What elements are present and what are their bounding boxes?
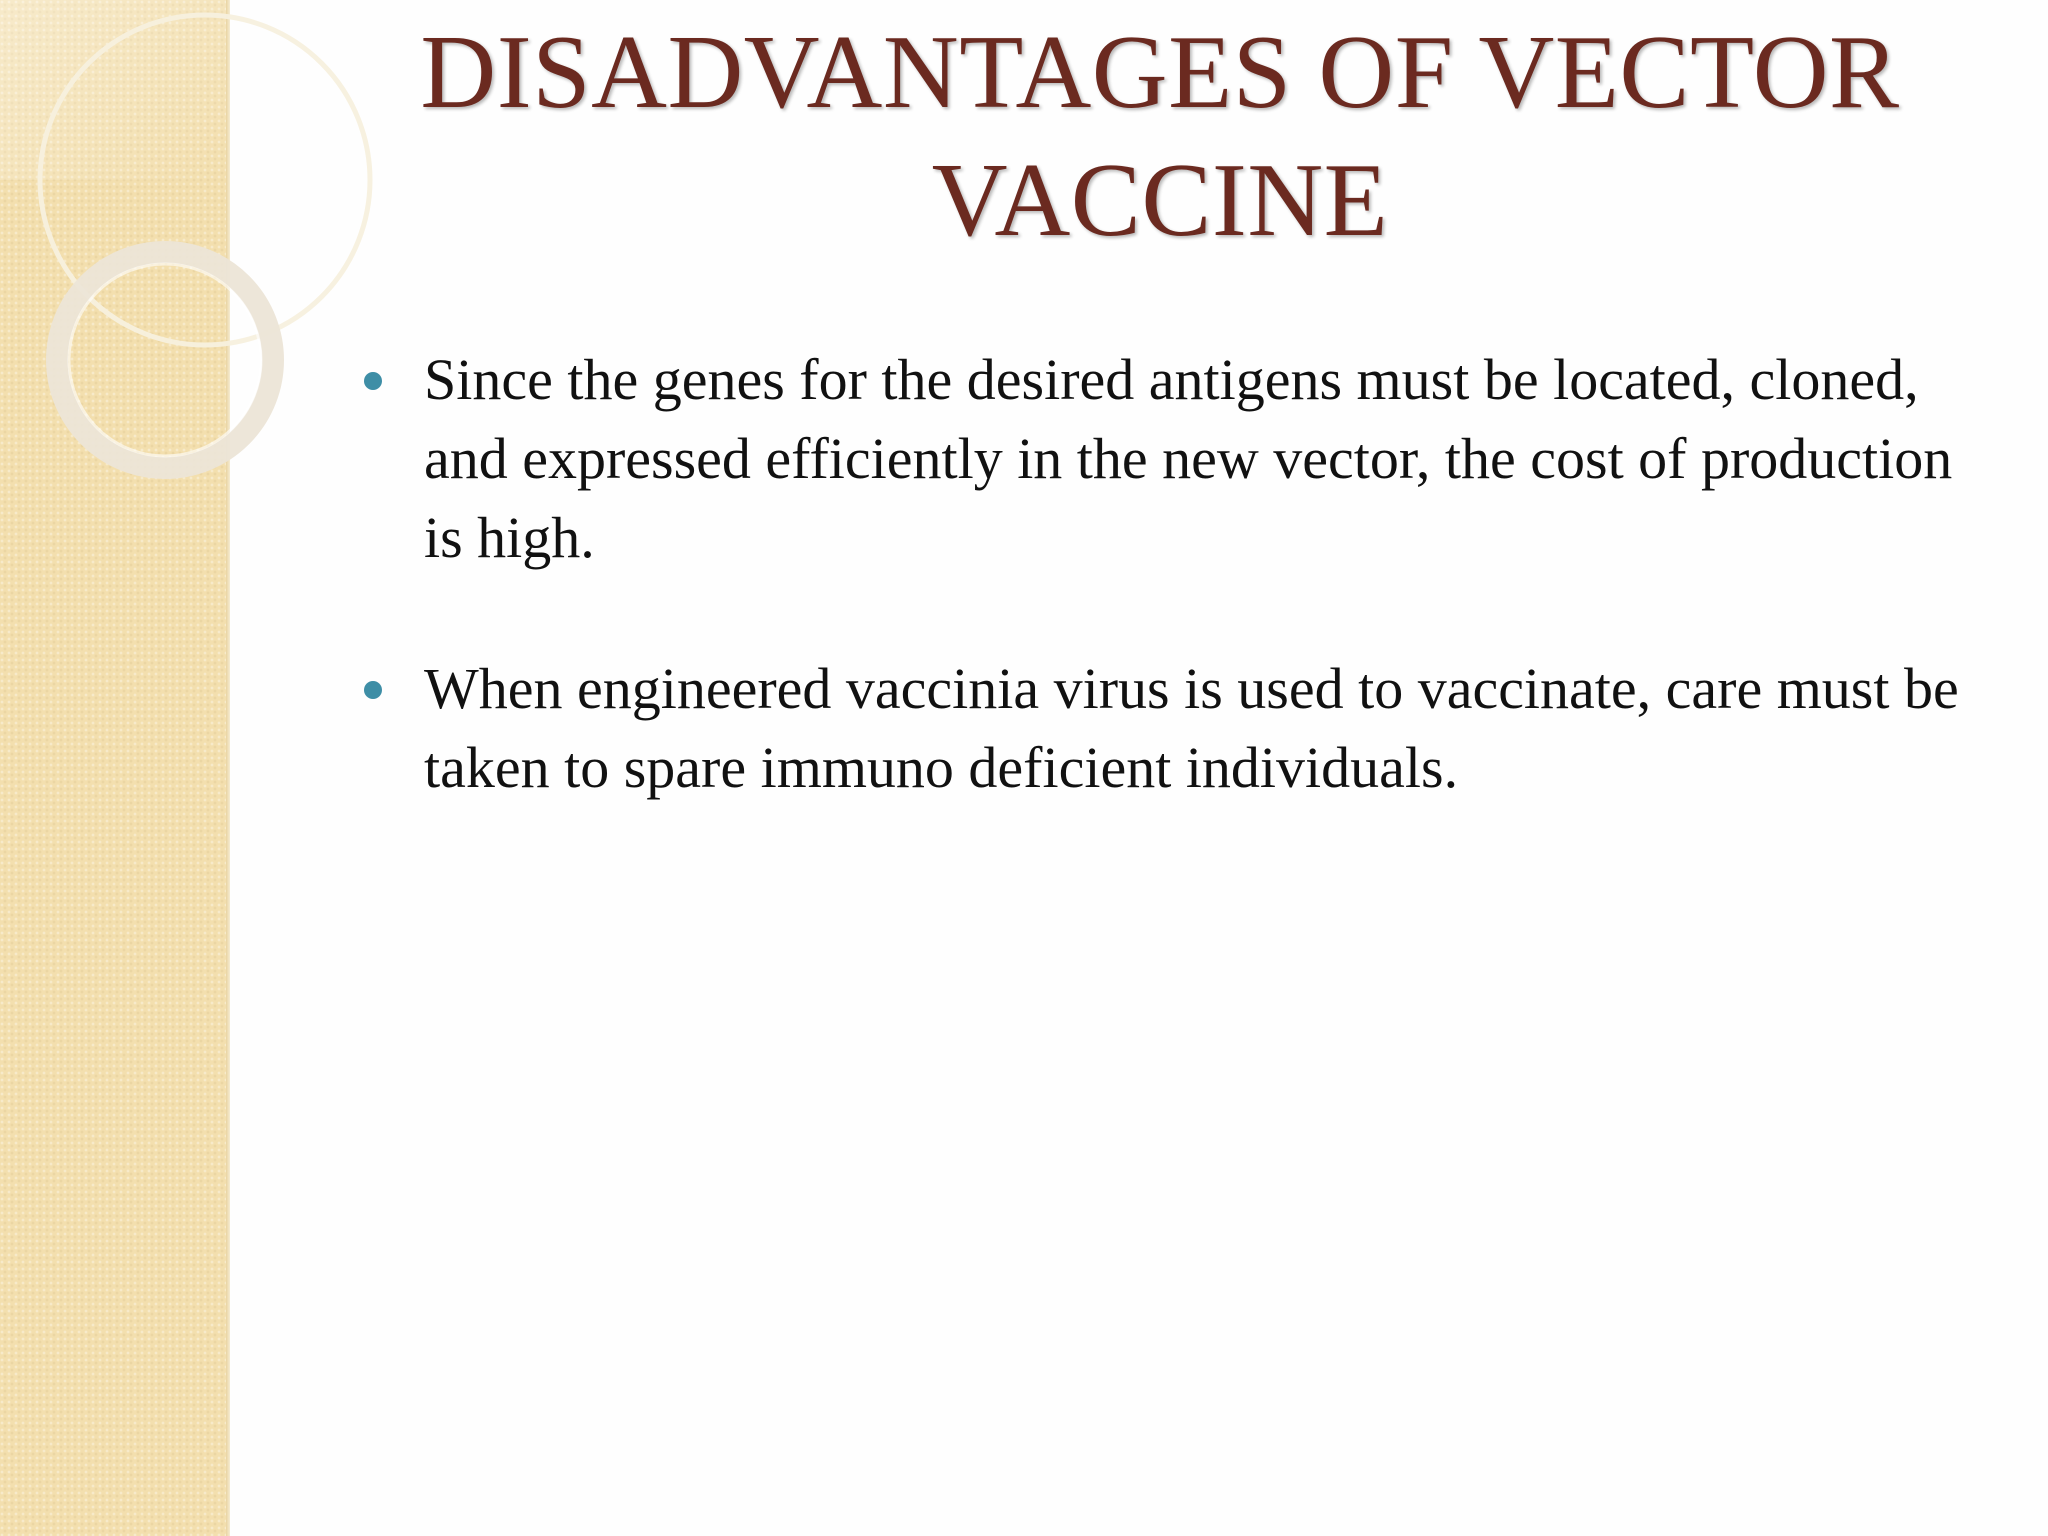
bullet-item — [360, 340, 1960, 577]
bullet-item — [360, 649, 1960, 807]
bullet-text: When engineered vaccinia virus is used to vaccinate, care must be taken to spare immuno deficient individuals. — [424, 656, 1959, 800]
bullet-dot-icon — [364, 372, 382, 390]
slide-title — [360, 8, 1960, 264]
bullet-dot-icon — [364, 681, 382, 699]
title-line-1: DISADVANTAGES OF VECTOR — [420, 13, 1900, 130]
small-ring-inner — [69, 264, 261, 456]
title-line-2: VACCINE — [931, 141, 1389, 258]
bullet-text: Since the genes for the desired antigens must be located, cloned, and expressed efficiently in the new vector, the cost of production is high. — [424, 347, 1953, 570]
decorative-rings — [0, 0, 400, 520]
bullet-list — [360, 340, 1960, 807]
small-ring — [57, 252, 273, 468]
